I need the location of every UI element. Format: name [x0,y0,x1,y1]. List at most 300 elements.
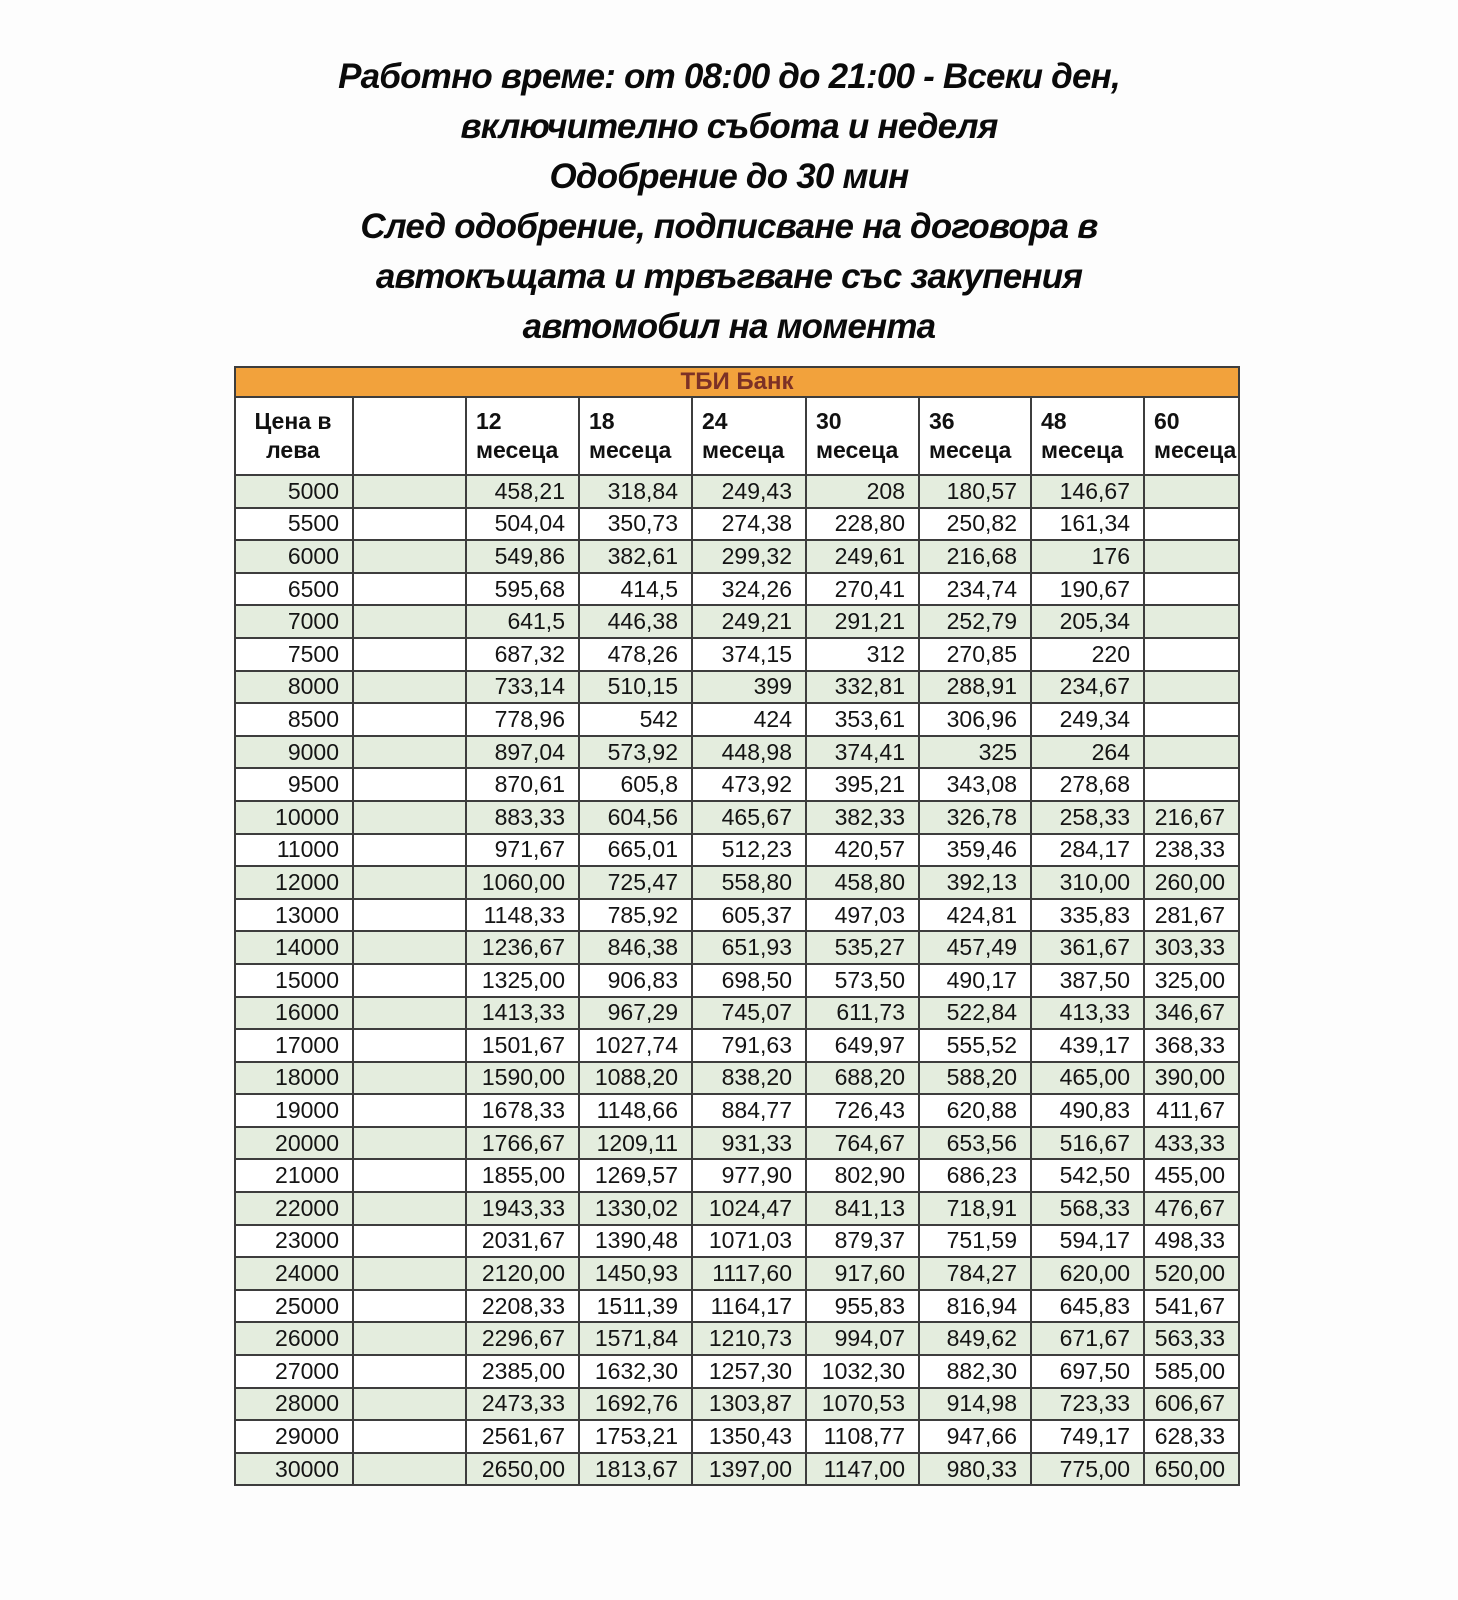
payment-cell: 541,67 [1144,1290,1239,1323]
payment-cell: 726,43 [806,1094,919,1127]
table-row [235,703,1239,736]
payment-cell: 325 [919,736,1031,769]
empty-cell [353,1257,466,1290]
table-row [235,1127,1239,1160]
payment-cell: 205,34 [1031,605,1144,638]
payment-cell: 594,17 [1031,1225,1144,1258]
payment-cell: 535,27 [806,931,919,964]
payment-cell: 1070,53 [806,1388,919,1421]
table-row [235,768,1239,801]
payment-cell: 249,21 [692,605,806,638]
title-line: автомобил на момента [522,307,936,346]
payment-cell: 390,00 [1144,1062,1239,1095]
payment-cell [1144,605,1239,638]
payment-cell: 1164,17 [692,1290,806,1323]
payment-cell: 791,63 [692,1029,806,1062]
payment-cell [1144,540,1239,573]
payment-cell: 180,57 [919,475,1031,508]
payment-cell: 411,67 [1144,1094,1239,1127]
empty-cell [353,736,466,769]
payment-cell: 284,17 [1031,834,1144,867]
payment-cell: 420,57 [806,834,919,867]
payment-cell: 2031,67 [466,1225,579,1258]
payment-cell: 476,67 [1144,1192,1239,1225]
payment-cell: 841,13 [806,1192,919,1225]
payment-cell: 306,96 [919,703,1031,736]
empty-cell [353,1029,466,1062]
table-row [235,1420,1239,1453]
table-row [235,1355,1239,1388]
payment-cell: 216,68 [919,540,1031,573]
payment-cell: 906,83 [579,964,692,997]
table-row [235,931,1239,964]
empty-cell [353,1159,466,1192]
payment-cell: 1678,33 [466,1094,579,1127]
payment-cell: 1108,77 [806,1420,919,1453]
price-cell: 16000 [235,997,353,1030]
payment-cell: 473,92 [692,768,806,801]
payment-cell: 335,83 [1031,899,1144,932]
payment-cell: 671,67 [1031,1322,1144,1355]
payment-cell: 785,92 [579,899,692,932]
payment-cell: 641,5 [466,605,579,638]
payment-cell: 478,26 [579,638,692,671]
payment-cell: 520,00 [1144,1257,1239,1290]
price-cell: 6000 [235,540,353,573]
payment-cell: 238,33 [1144,834,1239,867]
payment-cell: 1501,67 [466,1029,579,1062]
loan-table-container [234,366,1238,1486]
price-cell: 14000 [235,931,353,964]
title-line: След одобрение, подписване на договора в [360,207,1098,246]
payment-cell: 399 [692,671,806,704]
payment-cell: 424,81 [919,899,1031,932]
payment-cell: 1209,11 [579,1127,692,1160]
price-cell: 12000 [235,866,353,899]
payment-cell: 749,17 [1031,1420,1144,1453]
payment-cell: 465,67 [692,801,806,834]
payment-cell: 176 [1031,540,1144,573]
payment-cell: 1413,33 [466,997,579,1030]
payment-cell: 573,92 [579,736,692,769]
month-column-header: 24 месеца [692,397,806,475]
payment-cell: 258,33 [1031,801,1144,834]
price-cell: 17000 [235,1029,353,1062]
payment-cell: 465,00 [1031,1062,1144,1095]
payment-cell: 350,73 [579,508,692,541]
empty-cell [353,1420,466,1453]
empty-cell [353,768,466,801]
payment-cell: 374,41 [806,736,919,769]
payment-cell: 361,67 [1031,931,1144,964]
payment-cell: 2208,33 [466,1290,579,1323]
payment-cell: 374,15 [692,638,806,671]
price-header-line1: Цена в [254,408,332,434]
payment-cell: 359,46 [919,834,1031,867]
payment-cell: 439,17 [1031,1029,1144,1062]
payment-cell: 220 [1031,638,1144,671]
table-row [235,1225,1239,1258]
price-cell: 13000 [235,899,353,932]
empty-cell [353,540,466,573]
payment-cell: 733,14 [466,671,579,704]
payment-cell: 698,50 [692,964,806,997]
payment-cell: 490,83 [1031,1094,1144,1127]
payment-cell: 303,33 [1144,931,1239,964]
payment-cell: 2120,00 [466,1257,579,1290]
price-cell: 24000 [235,1257,353,1290]
payment-cell: 775,00 [1031,1453,1144,1486]
payment-cell: 455,00 [1144,1159,1239,1192]
payment-cell: 190,67 [1031,573,1144,606]
payment-cell: 2296,67 [466,1322,579,1355]
price-cell: 9000 [235,736,353,769]
payment-cell: 651,93 [692,931,806,964]
payment-cell: 1303,87 [692,1388,806,1421]
table-row [235,1322,1239,1355]
payment-cell: 497,03 [806,899,919,932]
title-line: Одобрение до 30 мин [549,157,909,196]
payment-cell: 994,07 [806,1322,919,1355]
payment-cell: 312 [806,638,919,671]
price-cell: 21000 [235,1159,353,1192]
payment-cell: 228,80 [806,508,919,541]
payment-cell: 368,33 [1144,1029,1239,1062]
payment-cell: 382,61 [579,540,692,573]
payment-cell: 264 [1031,736,1144,769]
payment-cell: 723,33 [1031,1388,1144,1421]
column-header-row [235,397,1239,475]
table-row [235,540,1239,573]
payment-cell: 249,61 [806,540,919,573]
table-row [235,1388,1239,1421]
payment-cell: 971,67 [466,834,579,867]
payment-cell: 346,67 [1144,997,1239,1030]
payment-cell: 512,23 [692,834,806,867]
payment-cell: 1350,43 [692,1420,806,1453]
payment-cell: 208 [806,475,919,508]
payment-cell: 751,59 [919,1225,1031,1258]
payment-cell: 310,00 [1031,866,1144,899]
payment-cell: 653,56 [919,1127,1031,1160]
title-line: Работно време: от 08:00 до 21:00 - Всеки ден, [338,57,1120,96]
payment-cell: 424 [692,703,806,736]
empty-cell [353,1290,466,1323]
payment-cell: 882,30 [919,1355,1031,1388]
price-column-header [235,397,353,475]
price-cell: 8000 [235,671,353,704]
price-cell: 7000 [235,605,353,638]
payment-cell: 250,82 [919,508,1031,541]
payment-cell: 585,00 [1144,1355,1239,1388]
payment-cell: 605,37 [692,899,806,932]
payment-cell: 249,34 [1031,703,1144,736]
payment-cell: 1024,47 [692,1192,806,1225]
payment-cell: 725,47 [579,866,692,899]
table-row [235,866,1239,899]
empty-cell [353,834,466,867]
price-cell: 7500 [235,638,353,671]
table-row [235,801,1239,834]
bank-header-row [235,367,1239,397]
price-cell: 5000 [235,475,353,508]
payment-cell: 605,8 [579,768,692,801]
payment-cell: 718,91 [919,1192,1031,1225]
empty-cell [353,931,466,964]
payment-cell: 433,33 [1144,1127,1239,1160]
month-column-header: 12 месеца [466,397,579,475]
price-cell: 5500 [235,508,353,541]
payment-cell: 270,85 [919,638,1031,671]
payment-cell: 291,21 [806,605,919,638]
empty-cell [353,605,466,638]
payment-cell: 1088,20 [579,1062,692,1095]
payment-cell: 234,67 [1031,671,1144,704]
payment-cell: 504,04 [466,508,579,541]
price-cell: 9500 [235,768,353,801]
price-header-line2: лева [266,437,320,463]
payment-cell: 1117,60 [692,1257,806,1290]
table-row [235,1159,1239,1192]
table-row [235,605,1239,638]
price-cell: 26000 [235,1322,353,1355]
empty-cell [353,1192,466,1225]
payment-cell: 778,96 [466,703,579,736]
payment-cell: 573,50 [806,964,919,997]
price-cell: 30000 [235,1453,353,1486]
table-body [235,475,1239,1485]
payment-cell: 299,32 [692,540,806,573]
price-cell: 22000 [235,1192,353,1225]
table-row [235,1029,1239,1062]
table-row [235,736,1239,769]
payment-cell: 1269,57 [579,1159,692,1192]
payment-cell: 1813,67 [579,1453,692,1486]
payment-cell: 2473,33 [466,1388,579,1421]
empty-cell [353,997,466,1030]
payment-cell: 146,67 [1031,475,1144,508]
payment-cell: 595,68 [466,573,579,606]
empty-cell [353,964,466,997]
table-row [235,1062,1239,1095]
table-row [235,475,1239,508]
payment-cell: 281,67 [1144,899,1239,932]
payment-cell: 325,00 [1144,964,1239,997]
payment-cell: 980,33 [919,1453,1031,1486]
payment-cell: 687,32 [466,638,579,671]
payment-cell: 343,08 [919,768,1031,801]
loan-payments-table [234,366,1240,1486]
payment-cell: 917,60 [806,1257,919,1290]
price-cell: 20000 [235,1127,353,1160]
payment-cell: 392,13 [919,866,1031,899]
payment-cell: 1632,30 [579,1355,692,1388]
payment-cell: 802,90 [806,1159,919,1192]
payment-cell [1144,703,1239,736]
payment-cell: 563,33 [1144,1322,1239,1355]
payment-cell: 353,61 [806,703,919,736]
payment-cell: 1148,33 [466,899,579,932]
price-cell: 27000 [235,1355,353,1388]
price-cell: 18000 [235,1062,353,1095]
payment-cell: 1692,76 [579,1388,692,1421]
payment-cell: 884,77 [692,1094,806,1127]
payment-cell: 745,07 [692,997,806,1030]
payment-cell: 278,68 [1031,768,1144,801]
payment-cell: 2561,67 [466,1420,579,1453]
payment-cell: 542,50 [1031,1159,1144,1192]
month-column-header: 48 месеца [1031,397,1144,475]
payment-cell: 234,74 [919,573,1031,606]
table-row [235,1094,1239,1127]
table-row [235,1453,1239,1486]
month-column-header: 60 месеца [1144,397,1239,475]
payment-cell: 816,94 [919,1290,1031,1323]
table-row [235,997,1239,1030]
payment-cell: 967,29 [579,997,692,1030]
payment-cell: 490,17 [919,964,1031,997]
payment-cell [1144,736,1239,769]
empty-cell [353,573,466,606]
payment-cell: 1450,93 [579,1257,692,1290]
payment-cell: 947,66 [919,1420,1031,1453]
payment-cell: 686,23 [919,1159,1031,1192]
payment-cell: 1397,00 [692,1453,806,1486]
payment-cell: 387,50 [1031,964,1144,997]
month-column-header: 36 месеца [919,397,1031,475]
table-row [235,638,1239,671]
payment-cell: 665,01 [579,834,692,867]
payment-cell [1144,638,1239,671]
payment-cell: 897,04 [466,736,579,769]
empty-cell [353,1062,466,1095]
payment-cell: 414,5 [579,573,692,606]
empty-cell [353,1225,466,1258]
payment-cell: 1390,48 [579,1225,692,1258]
payment-cell [1144,573,1239,606]
table-row [235,834,1239,867]
empty-cell [353,1355,466,1388]
page-title [0,0,1458,352]
table-row [235,899,1239,932]
payment-cell: 879,37 [806,1225,919,1258]
price-cell: 19000 [235,1094,353,1127]
payment-cell: 645,83 [1031,1290,1144,1323]
payment-cell: 458,80 [806,866,919,899]
payment-cell: 558,80 [692,866,806,899]
payment-cell: 1855,00 [466,1159,579,1192]
payment-cell: 542 [579,703,692,736]
payment-cell: 458,21 [466,475,579,508]
payment-cell: 216,67 [1144,801,1239,834]
payment-cell: 1257,30 [692,1355,806,1388]
payment-cell: 977,90 [692,1159,806,1192]
payment-cell: 1032,30 [806,1355,919,1388]
payment-cell: 413,33 [1031,997,1144,1030]
payment-cell: 161,34 [1031,508,1144,541]
empty-cell [353,1127,466,1160]
price-cell: 11000 [235,834,353,867]
month-column-header: 30 месеца [806,397,919,475]
payment-cell: 914,98 [919,1388,1031,1421]
payment-cell: 883,33 [466,801,579,834]
payment-cell: 2385,00 [466,1355,579,1388]
empty-cell [353,801,466,834]
payment-cell: 382,33 [806,801,919,834]
payment-cell: 688,20 [806,1062,919,1095]
empty-cell [353,1388,466,1421]
month-column-header: 18 месеца [579,397,692,475]
empty-cell [353,899,466,932]
price-cell: 28000 [235,1388,353,1421]
payment-cell: 288,91 [919,671,1031,704]
payment-cell: 697,50 [1031,1355,1144,1388]
bank-name-header: ТБИ Банк [235,367,1239,397]
payment-cell: 1943,33 [466,1192,579,1225]
payment-cell: 1071,03 [692,1225,806,1258]
payment-cell: 650,00 [1144,1453,1239,1486]
payment-cell: 1325,00 [466,964,579,997]
title-line: автокъщата и трвъгване със закупения [375,257,1083,296]
payment-cell: 870,61 [466,768,579,801]
payment-cell: 249,43 [692,475,806,508]
price-cell: 8500 [235,703,353,736]
payment-cell [1144,671,1239,704]
payment-cell: 516,67 [1031,1127,1144,1160]
payment-cell: 1147,00 [806,1453,919,1486]
payment-cell: 1027,74 [579,1029,692,1062]
payment-cell: 522,84 [919,997,1031,1030]
payment-cell: 1571,84 [579,1322,692,1355]
payment-cell: 784,27 [919,1257,1031,1290]
empty-column-header [353,397,466,475]
empty-cell [353,1453,466,1486]
payment-cell: 324,26 [692,573,806,606]
empty-cell [353,475,466,508]
payment-cell: 555,52 [919,1029,1031,1062]
table-row [235,573,1239,606]
payment-cell: 1060,00 [466,866,579,899]
price-cell: 6500 [235,573,353,606]
price-cell: 10000 [235,801,353,834]
title-line: включително събота и неделя [460,107,998,146]
payment-cell: 849,62 [919,1322,1031,1355]
payment-cell: 1236,67 [466,931,579,964]
payment-cell: 1511,39 [579,1290,692,1323]
payment-cell: 332,81 [806,671,919,704]
payment-cell: 260,00 [1144,866,1239,899]
price-cell: 23000 [235,1225,353,1258]
payment-cell [1144,768,1239,801]
payment-cell [1144,508,1239,541]
payment-cell: 252,79 [919,605,1031,638]
payment-cell: 457,49 [919,931,1031,964]
payment-cell: 1210,73 [692,1322,806,1355]
payment-cell: 931,33 [692,1127,806,1160]
payment-cell: 846,38 [579,931,692,964]
payment-cell: 318,84 [579,475,692,508]
price-cell: 25000 [235,1290,353,1323]
empty-cell [353,866,466,899]
payment-cell: 1753,21 [579,1420,692,1453]
empty-cell [353,671,466,704]
payment-cell: 628,33 [1144,1420,1239,1453]
price-cell: 29000 [235,1420,353,1453]
payment-cell: 448,98 [692,736,806,769]
payment-cell: 838,20 [692,1062,806,1095]
payment-cell: 326,78 [919,801,1031,834]
payment-cell: 2650,00 [466,1453,579,1486]
